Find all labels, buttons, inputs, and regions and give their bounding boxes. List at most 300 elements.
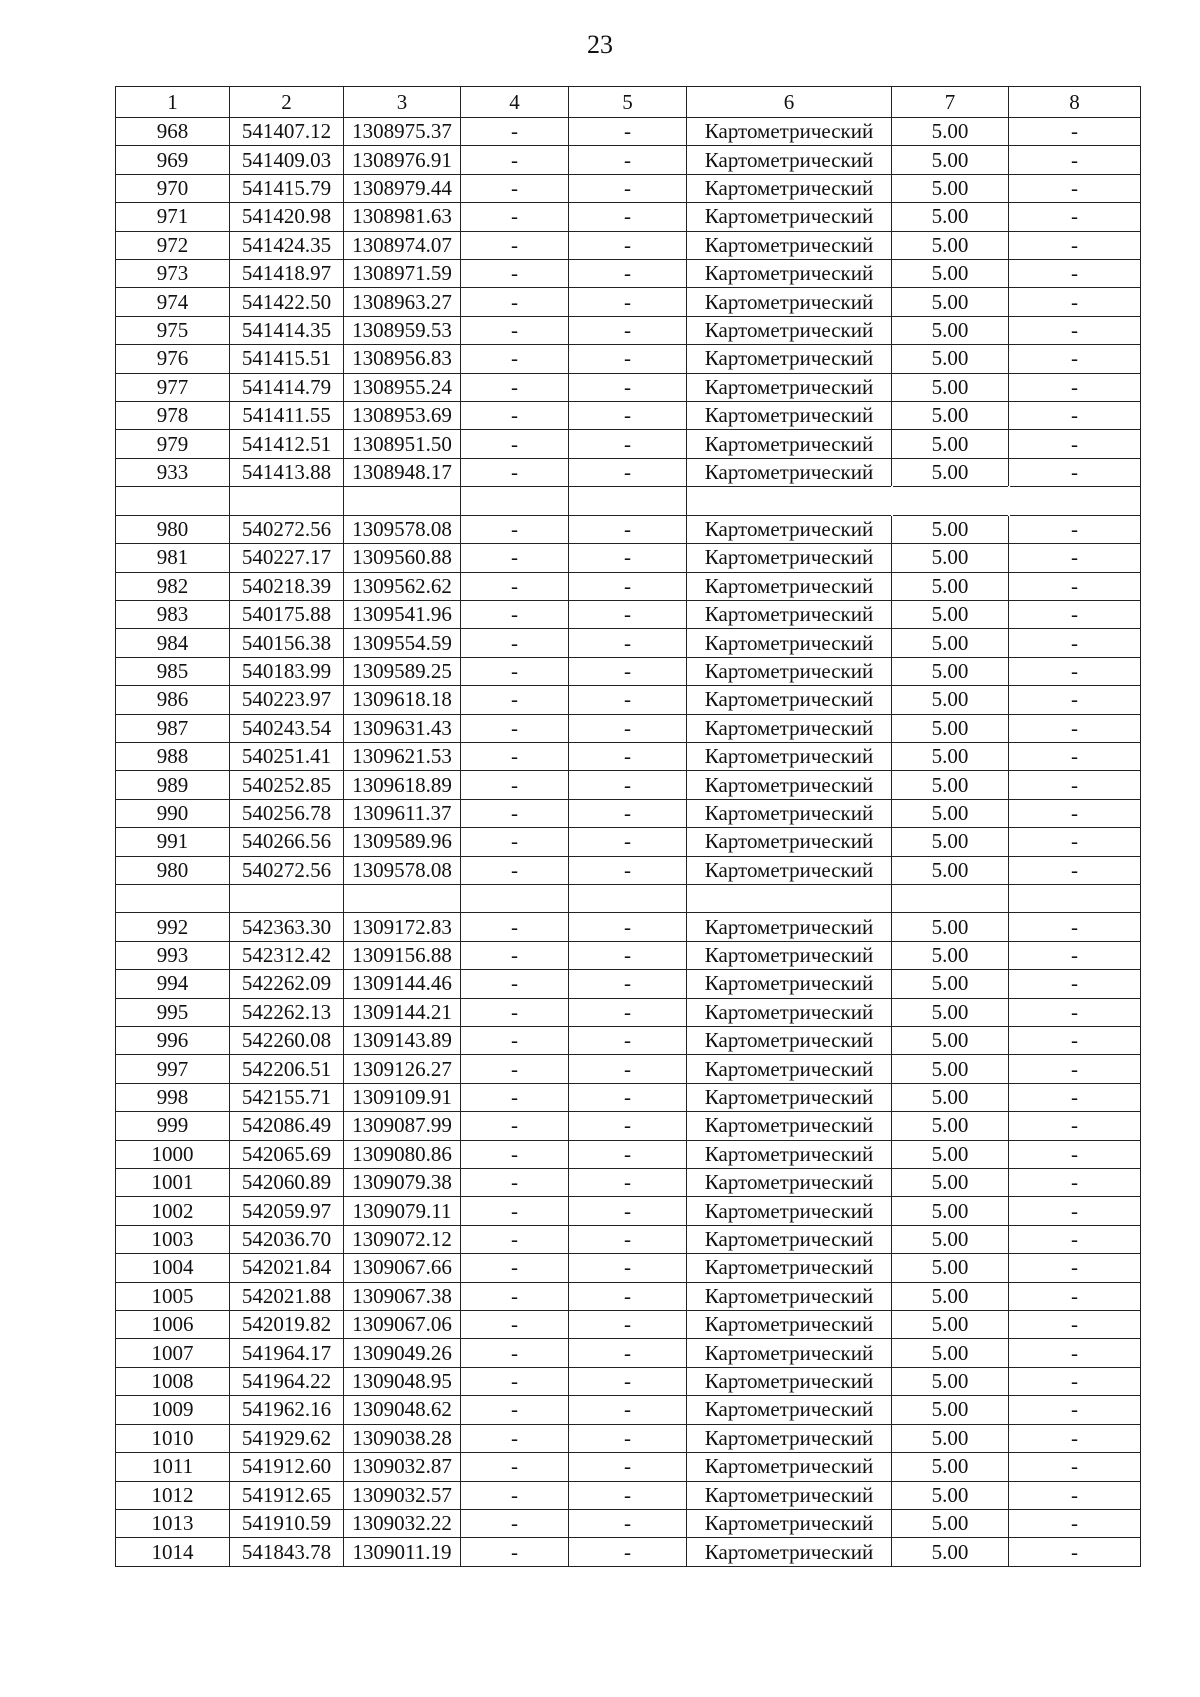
coord-x-cell: 541843.78 bbox=[230, 1538, 344, 1566]
coord-y-cell: 1308959.53 bbox=[344, 316, 461, 344]
table-row bbox=[116, 970, 1141, 998]
accuracy-cell: 5.00 bbox=[892, 1225, 1009, 1253]
header-cell-4: 4 bbox=[461, 87, 569, 118]
coord-y-cell: 1308979.44 bbox=[344, 174, 461, 202]
coord-x-cell: 542036.70 bbox=[230, 1225, 344, 1253]
coord-x-cell: 542155.71 bbox=[230, 1083, 344, 1111]
point-number-cell: 1009 bbox=[116, 1396, 230, 1424]
point-number-cell: 999 bbox=[116, 1112, 230, 1140]
col4-value-cell: - bbox=[461, 1197, 569, 1225]
coord-x-cell: 541962.16 bbox=[230, 1396, 344, 1424]
table-row bbox=[116, 1225, 1141, 1253]
col8-value-cell: - bbox=[1009, 941, 1141, 969]
table-row bbox=[116, 1339, 1141, 1367]
col8-value-cell: - bbox=[1009, 515, 1141, 543]
coord-y-cell: 1309032.57 bbox=[344, 1481, 461, 1509]
col8-value-cell: - bbox=[1009, 1055, 1141, 1083]
table-row bbox=[116, 1396, 1141, 1424]
col5-value-cell: - bbox=[569, 1367, 687, 1395]
point-number-cell: 968 bbox=[116, 118, 230, 146]
point-number-cell: 988 bbox=[116, 742, 230, 770]
point-number-cell: 979 bbox=[116, 430, 230, 458]
col8-value-cell: - bbox=[1009, 629, 1141, 657]
method-cell: Картометрический bbox=[687, 742, 892, 770]
coord-x-cell: 540227.17 bbox=[230, 544, 344, 572]
accuracy-cell: 5.00 bbox=[892, 402, 1009, 430]
table-row bbox=[116, 828, 1141, 856]
coord-x-cell: 541964.22 bbox=[230, 1367, 344, 1395]
col8-value-cell: - bbox=[1009, 402, 1141, 430]
accuracy-cell: 5.00 bbox=[892, 146, 1009, 174]
col8-value-cell: - bbox=[1009, 1140, 1141, 1168]
col4-value-cell: - bbox=[461, 1112, 569, 1140]
table-row bbox=[116, 288, 1141, 316]
coord-y-cell: 1309080.86 bbox=[344, 1140, 461, 1168]
col4-value-cell: - bbox=[461, 686, 569, 714]
coord-y-cell: 1308975.37 bbox=[344, 118, 461, 146]
point-number-cell: 1002 bbox=[116, 1197, 230, 1225]
table-row bbox=[116, 1282, 1141, 1310]
coord-y-cell: 1309562.62 bbox=[344, 572, 461, 600]
separator-cell bbox=[892, 884, 1009, 912]
col5-value-cell: - bbox=[569, 515, 687, 543]
coord-x-cell: 540252.85 bbox=[230, 771, 344, 799]
col8-value-cell: - bbox=[1009, 260, 1141, 288]
table-row bbox=[116, 1509, 1141, 1537]
accuracy-cell: 5.00 bbox=[892, 742, 1009, 770]
col5-value-cell: - bbox=[569, 856, 687, 884]
accuracy-cell: 5.00 bbox=[892, 260, 1009, 288]
method-cell: Картометрический bbox=[687, 600, 892, 628]
table-row bbox=[116, 1367, 1141, 1395]
coord-y-cell: 1309560.88 bbox=[344, 544, 461, 572]
col4-value-cell: - bbox=[461, 1282, 569, 1310]
accuracy-cell: 5.00 bbox=[892, 430, 1009, 458]
col5-value-cell: - bbox=[569, 828, 687, 856]
col8-value-cell: - bbox=[1009, 1339, 1141, 1367]
coord-y-cell: 1309011.19 bbox=[344, 1538, 461, 1566]
col5-value-cell: - bbox=[569, 941, 687, 969]
method-cell: Картометрический bbox=[687, 998, 892, 1026]
table-row bbox=[116, 1538, 1141, 1566]
separator-cell bbox=[1009, 487, 1141, 515]
accuracy-cell: 5.00 bbox=[892, 572, 1009, 600]
accuracy-cell: 5.00 bbox=[892, 1424, 1009, 1452]
coord-y-cell: 1309589.25 bbox=[344, 657, 461, 685]
point-number-cell: 992 bbox=[116, 913, 230, 941]
coord-y-cell: 1308948.17 bbox=[344, 458, 461, 486]
accuracy-cell: 5.00 bbox=[892, 345, 1009, 373]
point-number-cell: 980 bbox=[116, 856, 230, 884]
col5-value-cell: - bbox=[569, 345, 687, 373]
table-row bbox=[116, 515, 1141, 543]
coord-y-cell: 1309067.66 bbox=[344, 1254, 461, 1282]
col4-value-cell: - bbox=[461, 1339, 569, 1367]
method-cell: Картометрический bbox=[687, 1453, 892, 1481]
col4-value-cell: - bbox=[461, 1027, 569, 1055]
col4-value-cell: - bbox=[461, 373, 569, 401]
col4-value-cell: - bbox=[461, 1140, 569, 1168]
coord-x-cell: 540272.56 bbox=[230, 856, 344, 884]
coord-y-cell: 1309079.11 bbox=[344, 1197, 461, 1225]
header-cell-2: 2 bbox=[230, 87, 344, 118]
method-cell: Картометрический bbox=[687, 1339, 892, 1367]
method-cell: Картометрический bbox=[687, 629, 892, 657]
table-row bbox=[116, 998, 1141, 1026]
method-cell: Картометрический bbox=[687, 1254, 892, 1282]
accuracy-cell: 5.00 bbox=[892, 629, 1009, 657]
header-cell-5: 5 bbox=[569, 87, 687, 118]
point-number-cell: 1011 bbox=[116, 1453, 230, 1481]
coord-y-cell: 1308963.27 bbox=[344, 288, 461, 316]
col8-value-cell: - bbox=[1009, 1453, 1141, 1481]
accuracy-cell: 5.00 bbox=[892, 1197, 1009, 1225]
coord-y-cell: 1309618.18 bbox=[344, 686, 461, 714]
accuracy-cell: 5.00 bbox=[892, 1027, 1009, 1055]
coord-x-cell: 541910.59 bbox=[230, 1509, 344, 1537]
col4-value-cell: - bbox=[461, 1254, 569, 1282]
table-row bbox=[116, 1197, 1141, 1225]
coord-x-cell: 541414.35 bbox=[230, 316, 344, 344]
col4-value-cell: - bbox=[461, 458, 569, 486]
table-row bbox=[116, 118, 1141, 146]
col8-value-cell: - bbox=[1009, 430, 1141, 458]
coord-x-cell: 542262.13 bbox=[230, 998, 344, 1026]
coord-y-cell: 1309087.99 bbox=[344, 1112, 461, 1140]
accuracy-cell: 5.00 bbox=[892, 913, 1009, 941]
col4-value-cell: - bbox=[461, 970, 569, 998]
method-cell: Картометрический bbox=[687, 515, 892, 543]
separator-cell bbox=[344, 487, 461, 515]
coord-y-cell: 1309589.96 bbox=[344, 828, 461, 856]
coord-y-cell: 1308981.63 bbox=[344, 203, 461, 231]
accuracy-cell: 5.00 bbox=[892, 1112, 1009, 1140]
col5-value-cell: - bbox=[569, 657, 687, 685]
col8-value-cell: - bbox=[1009, 1367, 1141, 1395]
table-row bbox=[116, 1424, 1141, 1452]
accuracy-cell: 5.00 bbox=[892, 316, 1009, 344]
point-number-cell: 980 bbox=[116, 515, 230, 543]
coord-x-cell: 542206.51 bbox=[230, 1055, 344, 1083]
col4-value-cell: - bbox=[461, 515, 569, 543]
col5-value-cell: - bbox=[569, 1083, 687, 1111]
col4-value-cell: - bbox=[461, 1169, 569, 1197]
col5-value-cell: - bbox=[569, 1282, 687, 1310]
table-row bbox=[116, 231, 1141, 259]
coord-x-cell: 541912.65 bbox=[230, 1481, 344, 1509]
method-cell: Картометрический bbox=[687, 913, 892, 941]
accuracy-cell: 5.00 bbox=[892, 231, 1009, 259]
accuracy-cell: 5.00 bbox=[892, 544, 1009, 572]
table-row bbox=[116, 345, 1141, 373]
table-row bbox=[116, 1112, 1141, 1140]
coord-x-cell: 541414.79 bbox=[230, 373, 344, 401]
coord-x-cell: 541413.88 bbox=[230, 458, 344, 486]
col8-value-cell: - bbox=[1009, 1197, 1141, 1225]
method-cell: Картометрический bbox=[687, 118, 892, 146]
col5-value-cell: - bbox=[569, 174, 687, 202]
col4-value-cell: - bbox=[461, 174, 569, 202]
coord-y-cell: 1309079.38 bbox=[344, 1169, 461, 1197]
col5-value-cell: - bbox=[569, 316, 687, 344]
separator-cell bbox=[461, 487, 569, 515]
point-number-cell: 972 bbox=[116, 231, 230, 259]
point-number-cell: 990 bbox=[116, 799, 230, 827]
col8-value-cell: - bbox=[1009, 1225, 1141, 1253]
col5-value-cell: - bbox=[569, 686, 687, 714]
col8-value-cell: - bbox=[1009, 913, 1141, 941]
table-row bbox=[116, 1169, 1141, 1197]
coord-x-cell: 541420.98 bbox=[230, 203, 344, 231]
col8-value-cell: - bbox=[1009, 572, 1141, 600]
method-cell: Картометрический bbox=[687, 828, 892, 856]
col5-value-cell: - bbox=[569, 231, 687, 259]
accuracy-cell: 5.00 bbox=[892, 203, 1009, 231]
separator-cell bbox=[461, 884, 569, 912]
coord-x-cell: 540251.41 bbox=[230, 742, 344, 770]
col8-value-cell: - bbox=[1009, 1027, 1141, 1055]
table-row bbox=[116, 657, 1141, 685]
coord-y-cell: 1308951.50 bbox=[344, 430, 461, 458]
table-header-row bbox=[116, 87, 1141, 118]
coord-y-cell: 1309144.21 bbox=[344, 998, 461, 1026]
coord-x-cell: 541411.55 bbox=[230, 402, 344, 430]
point-number-cell: 983 bbox=[116, 600, 230, 628]
point-number-cell: 970 bbox=[116, 174, 230, 202]
header-cell-1: 1 bbox=[116, 87, 230, 118]
accuracy-cell: 5.00 bbox=[892, 657, 1009, 685]
method-cell: Картометрический bbox=[687, 203, 892, 231]
col8-value-cell: - bbox=[1009, 458, 1141, 486]
col4-value-cell: - bbox=[461, 998, 569, 1026]
col5-value-cell: - bbox=[569, 1169, 687, 1197]
accuracy-cell: 5.00 bbox=[892, 1140, 1009, 1168]
coord-x-cell: 541415.51 bbox=[230, 345, 344, 373]
point-number-cell: 1003 bbox=[116, 1225, 230, 1253]
col4-value-cell: - bbox=[461, 657, 569, 685]
col5-value-cell: - bbox=[569, 458, 687, 486]
table-row bbox=[116, 1254, 1141, 1282]
coord-x-cell: 540218.39 bbox=[230, 572, 344, 600]
col8-value-cell: - bbox=[1009, 828, 1141, 856]
col4-value-cell: - bbox=[461, 1055, 569, 1083]
point-number-cell: 986 bbox=[116, 686, 230, 714]
separator-cell bbox=[687, 487, 892, 515]
coord-x-cell: 540175.88 bbox=[230, 600, 344, 628]
point-number-cell: 969 bbox=[116, 146, 230, 174]
header-cell-3: 3 bbox=[344, 87, 461, 118]
col4-value-cell: - bbox=[461, 1509, 569, 1537]
method-cell: Картометрический bbox=[687, 231, 892, 259]
accuracy-cell: 5.00 bbox=[892, 1538, 1009, 1566]
col4-value-cell: - bbox=[461, 828, 569, 856]
col4-value-cell: - bbox=[461, 430, 569, 458]
method-cell: Картометрический bbox=[687, 1396, 892, 1424]
table-row bbox=[116, 1481, 1141, 1509]
point-number-cell: 971 bbox=[116, 203, 230, 231]
accuracy-cell: 5.00 bbox=[892, 600, 1009, 628]
point-number-cell: 976 bbox=[116, 345, 230, 373]
coord-y-cell: 1308955.24 bbox=[344, 373, 461, 401]
col8-value-cell: - bbox=[1009, 686, 1141, 714]
accuracy-cell: 5.00 bbox=[892, 1509, 1009, 1537]
method-cell: Картометрический bbox=[687, 174, 892, 202]
col5-value-cell: - bbox=[569, 714, 687, 742]
col4-value-cell: - bbox=[461, 1311, 569, 1339]
table-row bbox=[116, 1083, 1141, 1111]
point-number-cell: 1012 bbox=[116, 1481, 230, 1509]
col5-value-cell: - bbox=[569, 629, 687, 657]
coord-x-cell: 540266.56 bbox=[230, 828, 344, 856]
coord-x-cell: 541964.17 bbox=[230, 1339, 344, 1367]
table-row bbox=[116, 572, 1141, 600]
point-number-cell: 1013 bbox=[116, 1509, 230, 1537]
col4-value-cell: - bbox=[461, 1367, 569, 1395]
col5-value-cell: - bbox=[569, 1112, 687, 1140]
method-cell: Картометрический bbox=[687, 1424, 892, 1452]
col5-value-cell: - bbox=[569, 998, 687, 1026]
table-row bbox=[116, 1140, 1141, 1168]
coord-y-cell: 1309072.12 bbox=[344, 1225, 461, 1253]
col8-value-cell: - bbox=[1009, 1424, 1141, 1452]
col4-value-cell: - bbox=[461, 260, 569, 288]
col5-value-cell: - bbox=[569, 1396, 687, 1424]
coord-y-cell: 1309067.06 bbox=[344, 1311, 461, 1339]
coord-y-cell: 1309618.89 bbox=[344, 771, 461, 799]
method-cell: Картометрический bbox=[687, 458, 892, 486]
coord-x-cell: 542019.82 bbox=[230, 1311, 344, 1339]
accuracy-cell: 5.00 bbox=[892, 1481, 1009, 1509]
coord-x-cell: 541418.97 bbox=[230, 260, 344, 288]
coord-y-cell: 1308976.91 bbox=[344, 146, 461, 174]
accuracy-cell: 5.00 bbox=[892, 941, 1009, 969]
col4-value-cell: - bbox=[461, 1225, 569, 1253]
coord-y-cell: 1309032.22 bbox=[344, 1509, 461, 1537]
col4-value-cell: - bbox=[461, 742, 569, 770]
method-cell: Картометрический bbox=[687, 572, 892, 600]
method-cell: Картометрический bbox=[687, 856, 892, 884]
method-cell: Картометрический bbox=[687, 260, 892, 288]
col8-value-cell: - bbox=[1009, 345, 1141, 373]
col8-value-cell: - bbox=[1009, 970, 1141, 998]
col8-value-cell: - bbox=[1009, 544, 1141, 572]
col5-value-cell: - bbox=[569, 373, 687, 401]
coord-x-cell: 542260.08 bbox=[230, 1027, 344, 1055]
table-row bbox=[116, 913, 1141, 941]
col4-value-cell: - bbox=[461, 1396, 569, 1424]
coord-x-cell: 542021.84 bbox=[230, 1254, 344, 1282]
col4-value-cell: - bbox=[461, 402, 569, 430]
coord-x-cell: 541424.35 bbox=[230, 231, 344, 259]
coord-x-cell: 540183.99 bbox=[230, 657, 344, 685]
col8-value-cell: - bbox=[1009, 203, 1141, 231]
coord-x-cell: 542086.49 bbox=[230, 1112, 344, 1140]
col4-value-cell: - bbox=[461, 316, 569, 344]
coord-x-cell: 540243.54 bbox=[230, 714, 344, 742]
separator-cell bbox=[687, 884, 892, 912]
separator-cell bbox=[1009, 884, 1141, 912]
table-row bbox=[116, 1311, 1141, 1339]
col5-value-cell: - bbox=[569, 1140, 687, 1168]
point-number-cell: 1010 bbox=[116, 1424, 230, 1452]
method-cell: Картометрический bbox=[687, 657, 892, 685]
block-separator-row bbox=[116, 487, 1141, 515]
accuracy-cell: 5.00 bbox=[892, 799, 1009, 827]
point-number-cell: 993 bbox=[116, 941, 230, 969]
point-number-cell: 975 bbox=[116, 316, 230, 344]
col5-value-cell: - bbox=[569, 1027, 687, 1055]
col8-value-cell: - bbox=[1009, 1169, 1141, 1197]
point-number-cell: 974 bbox=[116, 288, 230, 316]
col8-value-cell: - bbox=[1009, 174, 1141, 202]
col5-value-cell: - bbox=[569, 1225, 687, 1253]
method-cell: Картометрический bbox=[687, 1112, 892, 1140]
col4-value-cell: - bbox=[461, 1424, 569, 1452]
page-number: 23 bbox=[587, 30, 613, 59]
point-number-cell: 1000 bbox=[116, 1140, 230, 1168]
col4-value-cell: - bbox=[461, 629, 569, 657]
coord-y-cell: 1309144.46 bbox=[344, 970, 461, 998]
accuracy-cell: 5.00 bbox=[892, 828, 1009, 856]
separator-cell bbox=[116, 487, 230, 515]
separator-cell bbox=[892, 487, 1009, 515]
table-row bbox=[116, 714, 1141, 742]
accuracy-cell: 5.00 bbox=[892, 1453, 1009, 1481]
point-number-cell: 996 bbox=[116, 1027, 230, 1055]
method-cell: Картометрический bbox=[687, 941, 892, 969]
col4-value-cell: - bbox=[461, 118, 569, 146]
coord-y-cell: 1308974.07 bbox=[344, 231, 461, 259]
col8-value-cell: - bbox=[1009, 1112, 1141, 1140]
col8-value-cell: - bbox=[1009, 1282, 1141, 1310]
col4-value-cell: - bbox=[461, 771, 569, 799]
coord-y-cell: 1309156.88 bbox=[344, 941, 461, 969]
point-number-cell: 995 bbox=[116, 998, 230, 1026]
accuracy-cell: 5.00 bbox=[892, 174, 1009, 202]
method-cell: Картометрический bbox=[687, 1169, 892, 1197]
table-row bbox=[116, 1027, 1141, 1055]
table-row bbox=[116, 771, 1141, 799]
method-cell: Картометрический bbox=[687, 544, 892, 572]
accuracy-cell: 5.00 bbox=[892, 1083, 1009, 1111]
col5-value-cell: - bbox=[569, 1311, 687, 1339]
col4-value-cell: - bbox=[461, 544, 569, 572]
table-row bbox=[116, 260, 1141, 288]
col5-value-cell: - bbox=[569, 600, 687, 628]
coord-y-cell: 1309126.27 bbox=[344, 1055, 461, 1083]
coord-x-cell: 541912.60 bbox=[230, 1453, 344, 1481]
col4-value-cell: - bbox=[461, 941, 569, 969]
table-row bbox=[116, 1055, 1141, 1083]
point-number-cell: 1001 bbox=[116, 1169, 230, 1197]
coord-y-cell: 1309049.26 bbox=[344, 1339, 461, 1367]
accuracy-cell: 5.00 bbox=[892, 771, 1009, 799]
coord-x-cell: 541412.51 bbox=[230, 430, 344, 458]
coord-y-cell: 1309541.96 bbox=[344, 600, 461, 628]
method-cell: Картометрический bbox=[687, 1282, 892, 1310]
point-number-cell: 985 bbox=[116, 657, 230, 685]
coord-y-cell: 1309143.89 bbox=[344, 1027, 461, 1055]
coord-y-cell: 1309048.95 bbox=[344, 1367, 461, 1395]
col4-value-cell: - bbox=[461, 856, 569, 884]
accuracy-cell: 5.00 bbox=[892, 458, 1009, 486]
table-row bbox=[116, 629, 1141, 657]
method-cell: Картометрический bbox=[687, 402, 892, 430]
col5-value-cell: - bbox=[569, 1197, 687, 1225]
separator-cell bbox=[569, 884, 687, 912]
coord-y-cell: 1309611.37 bbox=[344, 799, 461, 827]
col8-value-cell: - bbox=[1009, 856, 1141, 884]
